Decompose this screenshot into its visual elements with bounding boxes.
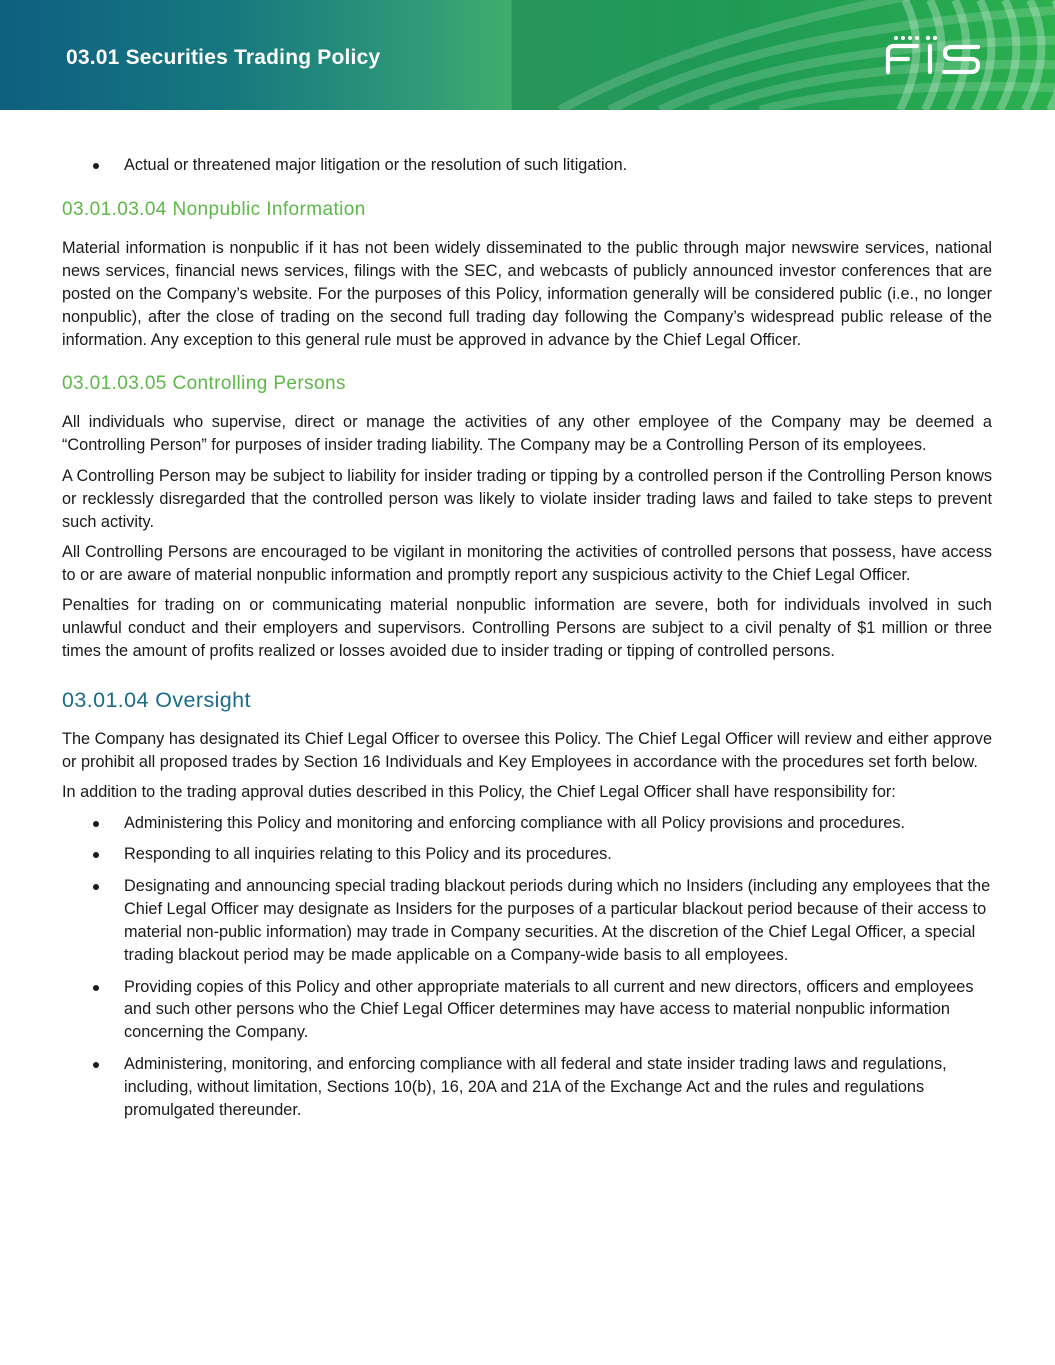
document-body [62,154,992,1131]
list-item [62,812,992,835]
bullet-icon [93,821,99,827]
section-heading-controlling-persons: 03.01.03.05 Controlling Persons [62,373,346,395]
list-item-text: Designating and announcing special trading blackout periods during which no Insiders (including any employees that the Chief Legal Officer may designate as Insiders for the purposes of a particular blackout period because of their access to material non-public information) may trade in Company securities. At the discretion of the Chief Legal Officer, a special trading blackout period may be made applicable on a Company-wide basis to all employees. [124,877,991,964]
list-item-text: Administering, monitoring, and enforcing compliance with all federal and state insider trading laws and regulations, including, without limitation, Sections 10(b), 16, 20A and 21A of the Exchange Act and the rules and regulations promulgated thereunder. [124,1055,947,1119]
paragraph: All individuals who supervise, direct or manage the activities of any other employee of the Company may be deemed a “Controlling Person” for purposes of insider trading liability. The Company may be a Controlling Person of its employees. [62,413,992,455]
bullet-icon [93,1062,99,1068]
list-item [62,154,992,177]
bullet-icon [93,852,99,858]
bullet-icon [93,985,99,991]
section-heading-oversight: 03.01.04 Oversight [62,688,251,712]
paragraph: All Controlling Persons are encouraged to be vigilant in monitoring the activities of controlled persons that possess, have access to or are aware of material nonpublic information and promptly report any suspicious activity to the Chief Legal Officer. [62,542,992,584]
list-item-text: Responding to all inquiries relating to this Policy and its procedures. [124,845,612,864]
list-item-text: Administering this Policy and monitoring and enforcing compliance with all Policy provisions and procedures. [124,813,905,832]
paragraph: A Controlling Person may be subject to liability for insider trading or tipping by a controlled person if the Controlling Person knows or recklessly disregarded that the controlled person was likely to violate insider trading laws and failed to take steps to prevent such activity. [62,466,992,531]
document-title: 03.01 Securities Trading Policy [66,46,381,69]
list-item [62,843,992,866]
fis-logo [884,34,984,76]
paragraph: The Company has designated its Chief Legal Officer to oversee this Policy. The Chief Legal Officer will review and either approve or prohibit all proposed trades by Section 16 Individuals and Key Employees in accordance with the procedures set forth below. [62,730,992,771]
paragraph: Penalties for trading on or communicating material nonpublic information are severe, both for individuals involved in such unlawful conduct and their employers and supervisors. Controlling Persons are subject to a civil penalty of $1 million or three times the amount of profits realized or losses avoided due to insider trading or tipping of controlled persons. [62,596,992,661]
list-item-text: Providing copies of this Policy and other appropriate materials to all current and new directors, officers and employees and such other persons who the Chief Legal Officer determines may have access to material nonpublic information concerning the Company. [124,977,974,1042]
list-item [62,875,992,967]
list-item-text: Actual or threatened major litigation or the resolution of such litigation. [124,156,628,174]
header-banner [0,0,1055,110]
bullet-icon [93,884,99,890]
list-item [62,1053,992,1122]
bullet-icon [93,163,99,169]
paragraph: In addition to the trading approval duties described in this Policy, the Chief Legal Officer shall have responsibility for: [62,783,896,802]
paragraph: Material information is nonpublic if it has not been widely disseminated to the public through major newswire services, national news services, financial news services, filings with the SEC, and webcasts of publicly announced investor conferences that are posted on the Company’s website. For the purposes of this Policy, information generally will be considered public (i.e., no longer nonpublic), after the close of trading on the second full trading day following the Company’s widespread public release of the information. Any exception to this general rule must be approved in advance by the Chief Legal Officer. [62,238,992,349]
list-item [62,976,992,1045]
oversight-responsibilities-list [62,812,992,1122]
section-heading-nonpublic: 03.01.03.04 Nonpublic Information [62,198,366,220]
lead-bullet-list [62,154,992,177]
